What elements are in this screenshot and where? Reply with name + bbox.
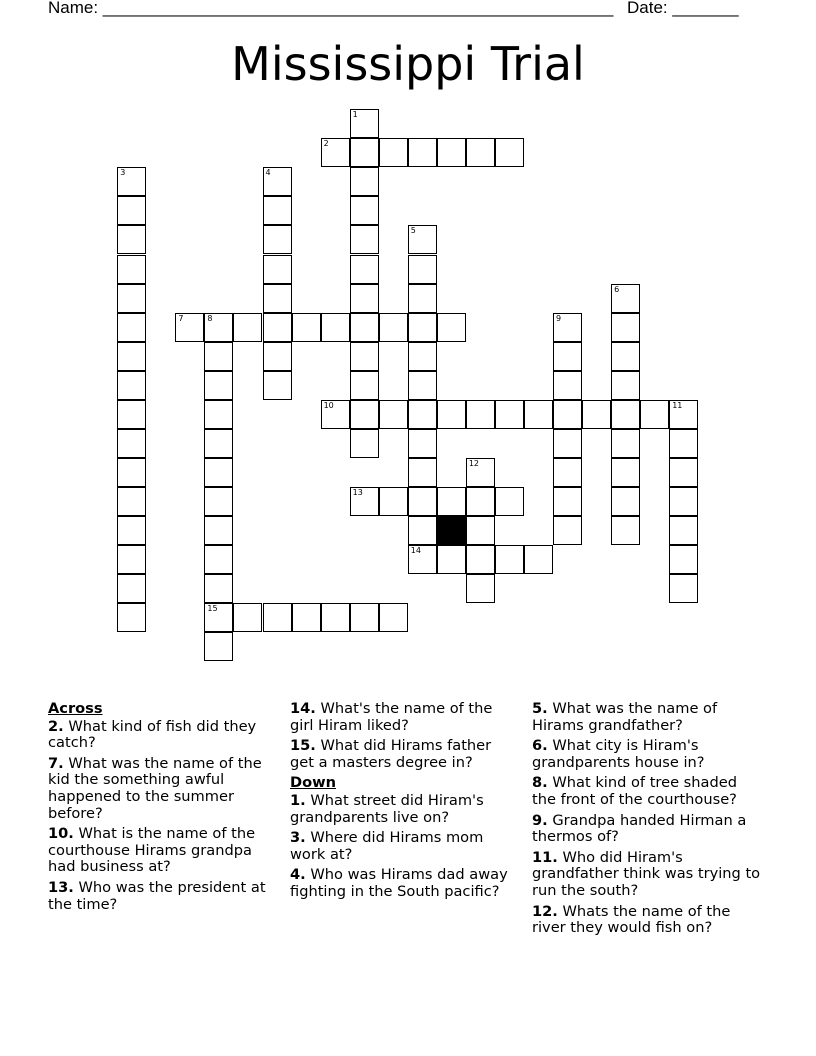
crossword-cell[interactable] — [379, 487, 408, 516]
crossword-cell[interactable] — [350, 342, 379, 371]
crossword-cell[interactable] — [263, 284, 292, 313]
crossword-cell[interactable] — [408, 545, 437, 574]
clue-across-15 — [290, 738, 518, 771]
clue-text: What's the name of the girl Hiram liked? — [290, 700, 493, 734]
crossword-cell[interactable] — [117, 196, 146, 225]
crossword-cell[interactable] — [437, 400, 466, 429]
crossword-cell[interactable] — [321, 603, 350, 632]
crossword-cell[interactable] — [117, 284, 146, 313]
clue-text: Who was the president at the time? — [48, 878, 266, 913]
cell-number: 5 — [410, 226, 416, 236]
crossword-cell[interactable] — [553, 342, 582, 371]
clue-number: 15. — [290, 737, 316, 755]
crossword-cell[interactable] — [321, 400, 350, 429]
crossword-cell[interactable] — [408, 225, 437, 254]
name-field-label: Name: ______________________________________________________ — [48, 0, 614, 17]
crossword-cell[interactable] — [437, 313, 466, 342]
clue-down-11 — [532, 850, 762, 900]
cell-number: 7 — [178, 313, 184, 323]
clue-text: Grandpa handed Hirman a thermos of? — [532, 811, 747, 846]
clue-text: Who did Hiram's grandfather think was trying to run the south? — [532, 848, 761, 899]
clues-column-2 — [290, 701, 518, 905]
crossword-cell[interactable] — [466, 545, 495, 574]
cell-number: 2 — [323, 139, 329, 149]
crossword-cell[interactable] — [204, 371, 233, 400]
crossword-cell[interactable] — [263, 255, 292, 284]
crossword-cell[interactable] — [408, 429, 437, 458]
clue-text: What did Hirams father get a masters degree in? — [290, 737, 492, 771]
clue-text: What street did Hiram's grandparents live on? — [290, 791, 484, 826]
crossword-cell[interactable] — [640, 400, 669, 429]
clue-across-13 — [48, 880, 276, 913]
clue-across-7 — [48, 756, 276, 822]
clue-down-12 — [532, 904, 762, 937]
clue-number: 9. — [532, 811, 548, 829]
crossword-cell[interactable] — [204, 603, 233, 632]
clue-number: 4. — [290, 866, 306, 884]
clue-number: 3. — [290, 829, 306, 847]
crossword-cell[interactable] — [524, 545, 553, 574]
crossword-cell[interactable] — [204, 342, 233, 371]
crossword-cell[interactable] — [263, 371, 292, 400]
crossword-cell[interactable] — [437, 545, 466, 574]
crossword-cell[interactable] — [117, 313, 146, 342]
crossword-cell[interactable] — [117, 167, 146, 196]
clue-text: Whats the name of the river they would fish on? — [532, 902, 731, 937]
cell-number: 13 — [352, 487, 363, 497]
crossword-cell[interactable] — [611, 400, 640, 429]
crossword-cell[interactable] — [582, 400, 611, 429]
crossword-cell[interactable] — [408, 487, 437, 516]
clue-number: 14. — [290, 700, 316, 717]
crossword-cell[interactable] — [117, 545, 146, 574]
crossword-cell[interactable] — [117, 429, 146, 458]
crossword-cell[interactable] — [350, 109, 379, 138]
cell-number: 11 — [672, 400, 683, 410]
crossword-cell[interactable] — [350, 284, 379, 313]
crossword-cell[interactable] — [292, 313, 321, 342]
crossword-cell[interactable] — [669, 516, 698, 545]
crossword-cell[interactable] — [263, 342, 292, 371]
crossword-cell[interactable] — [495, 138, 524, 167]
crossword-cell[interactable] — [408, 516, 437, 545]
clue-text: What kind of tree shaded the front of the courthouse? — [532, 774, 737, 808]
cell-number: 6 — [614, 284, 620, 294]
clue-number: 5. — [532, 700, 548, 717]
crossword-cell[interactable] — [117, 574, 146, 603]
clue-text: What kind of fish did they catch? — [48, 717, 257, 752]
crossword-cell[interactable] — [204, 429, 233, 458]
crossword-cell[interactable] — [204, 545, 233, 574]
crossword-cell[interactable] — [611, 458, 640, 487]
crossword-cell[interactable] — [292, 603, 321, 632]
crossword-cell[interactable] — [263, 167, 292, 196]
crossword-cell[interactable] — [263, 196, 292, 225]
crossword-cell[interactable] — [204, 574, 233, 603]
crossword-cell[interactable] — [524, 400, 553, 429]
crossword-cell[interactable] — [408, 255, 437, 284]
crossword-cell[interactable] — [611, 429, 640, 458]
crossword-cell[interactable] — [350, 138, 379, 167]
crossword-cell[interactable] — [263, 225, 292, 254]
cell-number: 9 — [556, 313, 562, 323]
cell-number: 14 — [410, 546, 421, 555]
crossword-cell[interactable] — [350, 429, 379, 458]
clue-down-5 — [532, 701, 762, 734]
cell-number: 15 — [207, 604, 218, 614]
clue-down-4 — [290, 867, 518, 900]
crossword-cell[interactable] — [495, 400, 524, 429]
crossword-cell[interactable] — [117, 400, 146, 429]
crossword-cell[interactable] — [117, 487, 146, 516]
crossword-cell[interactable] — [204, 400, 233, 429]
cell-number: 12 — [468, 458, 480, 468]
crossword-cell[interactable] — [350, 313, 379, 342]
crossword-cell[interactable] — [553, 371, 582, 400]
crossword-cell[interactable] — [350, 225, 379, 254]
crossword-cell[interactable] — [350, 371, 379, 400]
crossword-cell[interactable] — [611, 516, 640, 545]
clue-number: 13. — [48, 878, 74, 896]
clues-column-3 — [532, 701, 762, 941]
crossword-cell[interactable] — [263, 603, 292, 632]
crossword-cell[interactable] — [553, 313, 582, 342]
crossword-cell[interactable] — [669, 400, 698, 429]
page-title: Mississippi Trial — [231, 37, 585, 91]
clue-text: Where did Hirams mom work at? — [290, 829, 484, 863]
cell-number: 8 — [207, 313, 213, 323]
clue-across-10 — [48, 826, 276, 876]
crossword-cell[interactable] — [204, 458, 233, 487]
down-heading: Down — [290, 774, 337, 792]
crossword-cell[interactable] — [669, 545, 698, 574]
crossword-cell[interactable] — [408, 284, 437, 313]
clue-number: 1. — [290, 791, 306, 809]
crossword-cell[interactable] — [204, 487, 233, 516]
crossword-cell[interactable] — [408, 313, 437, 342]
crossword-cell[interactable] — [611, 313, 640, 342]
crossword-cell[interactable] — [553, 516, 582, 545]
clue-down-8 — [532, 775, 762, 808]
crossword-cell[interactable] — [437, 487, 466, 516]
cell-number: 1 — [352, 110, 358, 120]
crossword-cell[interactable] — [233, 313, 262, 342]
clue-across-14 — [290, 701, 518, 734]
crossword-cell[interactable] — [553, 429, 582, 458]
crossword-cell[interactable] — [466, 516, 495, 545]
clue-down-9 — [532, 813, 762, 846]
crossword-cell[interactable] — [495, 487, 524, 516]
crossword-cell[interactable] — [350, 400, 379, 429]
crossword-cell[interactable] — [350, 196, 379, 225]
crossword-cell[interactable] — [408, 342, 437, 371]
crossword-cell[interactable] — [379, 603, 408, 632]
crossword-cell[interactable] — [204, 516, 233, 545]
clue-number: 7. — [48, 754, 64, 772]
crossword-cell[interactable] — [321, 313, 350, 342]
crossword-cell[interactable] — [379, 313, 408, 342]
crossword-cell[interactable] — [553, 487, 582, 516]
crossword-cell[interactable] — [350, 487, 379, 516]
crossword-cell[interactable] — [553, 458, 582, 487]
clue-text: What was the name of the kid the something awful happened to the summer before? — [48, 754, 262, 822]
clue-number: 11. — [532, 848, 558, 866]
crossword-cell[interactable] — [669, 574, 698, 603]
crossword-cell[interactable] — [408, 371, 437, 400]
crossword-black-cell — [437, 516, 466, 545]
crossword-cell[interactable] — [669, 429, 698, 458]
crossword-cell[interactable] — [408, 458, 437, 487]
crossword-cell[interactable] — [466, 487, 495, 516]
crossword-cell[interactable] — [466, 574, 495, 603]
clue-number: 6. — [532, 737, 548, 755]
across-heading: Across — [48, 700, 103, 717]
crossword-cell[interactable] — [117, 516, 146, 545]
crossword-cell[interactable] — [408, 138, 437, 167]
crossword-cell[interactable] — [350, 603, 379, 632]
crossword-cell[interactable] — [495, 545, 524, 574]
crossword-cell[interactable] — [611, 342, 640, 371]
crossword-cell[interactable] — [611, 284, 640, 313]
crossword-cell[interactable] — [466, 400, 495, 429]
cell-number: 10 — [323, 400, 334, 410]
crossword-cell[interactable] — [263, 313, 292, 342]
crossword-cell[interactable] — [117, 371, 146, 400]
clue-down-3 — [290, 830, 518, 863]
clue-text: What is the name of the courthouse Hirams grandpa had business at? — [48, 825, 256, 876]
crossword-cell[interactable] — [669, 458, 698, 487]
crossword-cell[interactable] — [204, 313, 233, 342]
crossword-cell[interactable] — [233, 603, 262, 632]
crossword-cell[interactable] — [553, 400, 582, 429]
crossword-cell[interactable] — [117, 342, 146, 371]
crossword-cell[interactable] — [350, 167, 379, 196]
crossword-cell[interactable] — [466, 458, 495, 487]
clue-text: What city is Hiram's grandparents house in? — [532, 737, 705, 771]
clue-down-1 — [290, 793, 518, 826]
clue-number: 10. — [48, 825, 74, 843]
clue-text: Who was Hirams dad away fighting in the South pacific? — [290, 866, 508, 900]
crossword-cell[interactable] — [408, 400, 437, 429]
clue-number: 8. — [532, 774, 548, 792]
crossword-cell[interactable] — [379, 138, 408, 167]
crossword-cell[interactable] — [204, 632, 233, 661]
clues-column-1 — [48, 701, 276, 917]
crossword-cell[interactable] — [611, 371, 640, 400]
clue-number: 2. — [48, 717, 64, 735]
crossword-cell[interactable] — [466, 138, 495, 167]
crossword-cell[interactable] — [117, 603, 146, 632]
crossword-cell[interactable] — [379, 400, 408, 429]
clue-text: What was the name of Hirams grandfather? — [532, 700, 718, 734]
crossword-cell[interactable] — [117, 255, 146, 284]
clue-number: 12. — [532, 902, 558, 920]
clue-across-2 — [48, 719, 276, 752]
crossword-cell[interactable] — [611, 487, 640, 516]
crossword-cell[interactable] — [175, 313, 204, 342]
cell-number: 3 — [120, 168, 126, 178]
crossword-cell[interactable] — [669, 487, 698, 516]
crossword-cell[interactable] — [321, 138, 350, 167]
crossword-cell[interactable] — [437, 138, 466, 167]
crossword-cell[interactable] — [117, 458, 146, 487]
cell-number: 4 — [265, 168, 271, 178]
date-field-label: Date: _______ — [627, 0, 739, 17]
crossword-cell[interactable] — [117, 225, 146, 254]
crossword-cell[interactable] — [350, 255, 379, 284]
clue-down-6 — [532, 738, 762, 771]
